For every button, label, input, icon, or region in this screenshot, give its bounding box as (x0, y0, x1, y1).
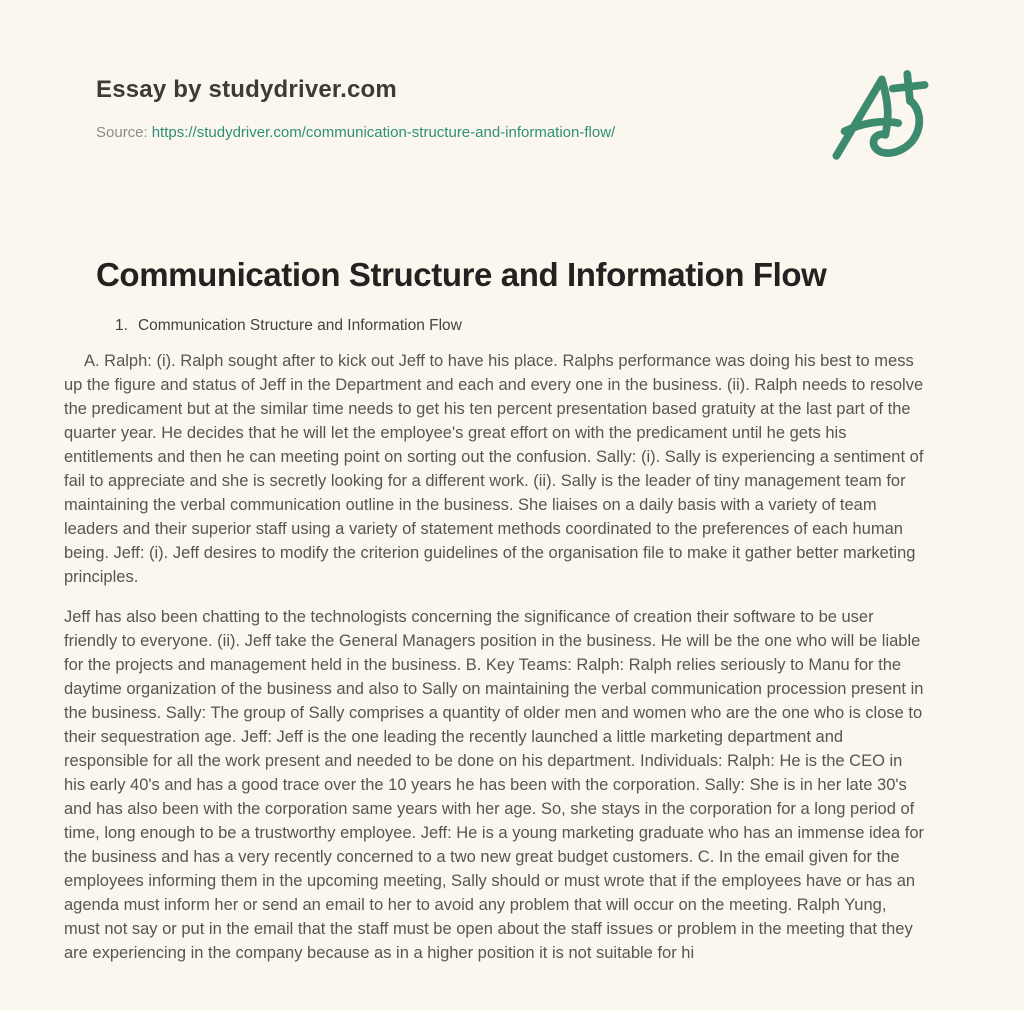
document-title: Communication Structure and Information Flow (96, 256, 827, 293)
list-item (115, 317, 462, 335)
source-label: Source: (96, 124, 148, 141)
list-item-number: 1. (115, 317, 128, 334)
essay-paragraph-1: A. Ralph: (i). Ralph sought after to kick out Jeff to have his place. Ralphs performance was doing his best to mess up the figure and status of Jeff in the Department and each and every one in the business. (ii). Ralph needs to resolve the predicament but at the similar time needs to get his ten percent presentation based gratuity at the last part of the quarter year. He decides that he will let the employee's great effort on with the predicament until he gets his entitlements and then he can meeting point on sorting out the confusion. Sally: (i). Sally is experiencing a sentiment of fail to appreciate and she is secretly looking for a different work. (ii). Sally is the leader of tiny management team for maintaining the verbal communication outline in the business. She liaises on a daily basis with a variety of team leaders and their superior staff using a variety of statement methods coordinated to the preferences of each human being. Jeff: (i). Jeff desires to modify the criterion guidelines of the organisation file to make it gather better marketing principles. (64, 352, 924, 586)
studydriver-a-plus-logo-icon (830, 64, 930, 164)
site-header-title: Essay by studydriver.com (96, 76, 397, 103)
source-link[interactable]: https://studydriver.com/communication-structure-and-information-flow/ (151, 124, 616, 141)
essay-body (64, 349, 926, 965)
list-item-label: Communication Structure and Information Flow (137, 317, 462, 334)
source-line (96, 124, 615, 141)
essay-paragraph-2: Jeff has also been chatting to the technologists concerning the significance of creation their software to be user friendly to everyone. (ii). Jeff take the General Managers position in the business. He will be the one who will be liable for the projects and management held in the business. B. Key Teams: Ralph: Ralph relies seriously to Manu for the daytime organization of the business and also to Sally on maintaining the verbal communication procession present in the business. Sally: The group of Sally comprises a quantity of older men and women who are the one who is close to their sequestration age. Jeff: Jeff is the one leading the recently launched a little marketing department and responsible for all the work present and needed to be done on his department. Individuals: Ralph: He is the CEO in his early 40's and has a good trace over the 10 years he has been with the corporation. Sally: She is in her late 30's and has also been with the corporation same years with her age. So, she stays in the corporation for a long period of time, long enough to be a trustworthy employee. Jeff: He is a young marketing graduate who has an immense idea for the business and has a very recently concerned to a two new great budget customers. C. In the email given for the employees informing them in the upcoming meeting, Sally should or must wrote that if the employees have or has an agenda must inform her or send an email to her to avoid any problem that will occur on the meeting. Ralph Yung, must not say or put in the email that the staff must be open about the staff issues or problem in the meeting that they are experiencing in the company because as in a higher position it is not suitable for hi (64, 608, 925, 962)
